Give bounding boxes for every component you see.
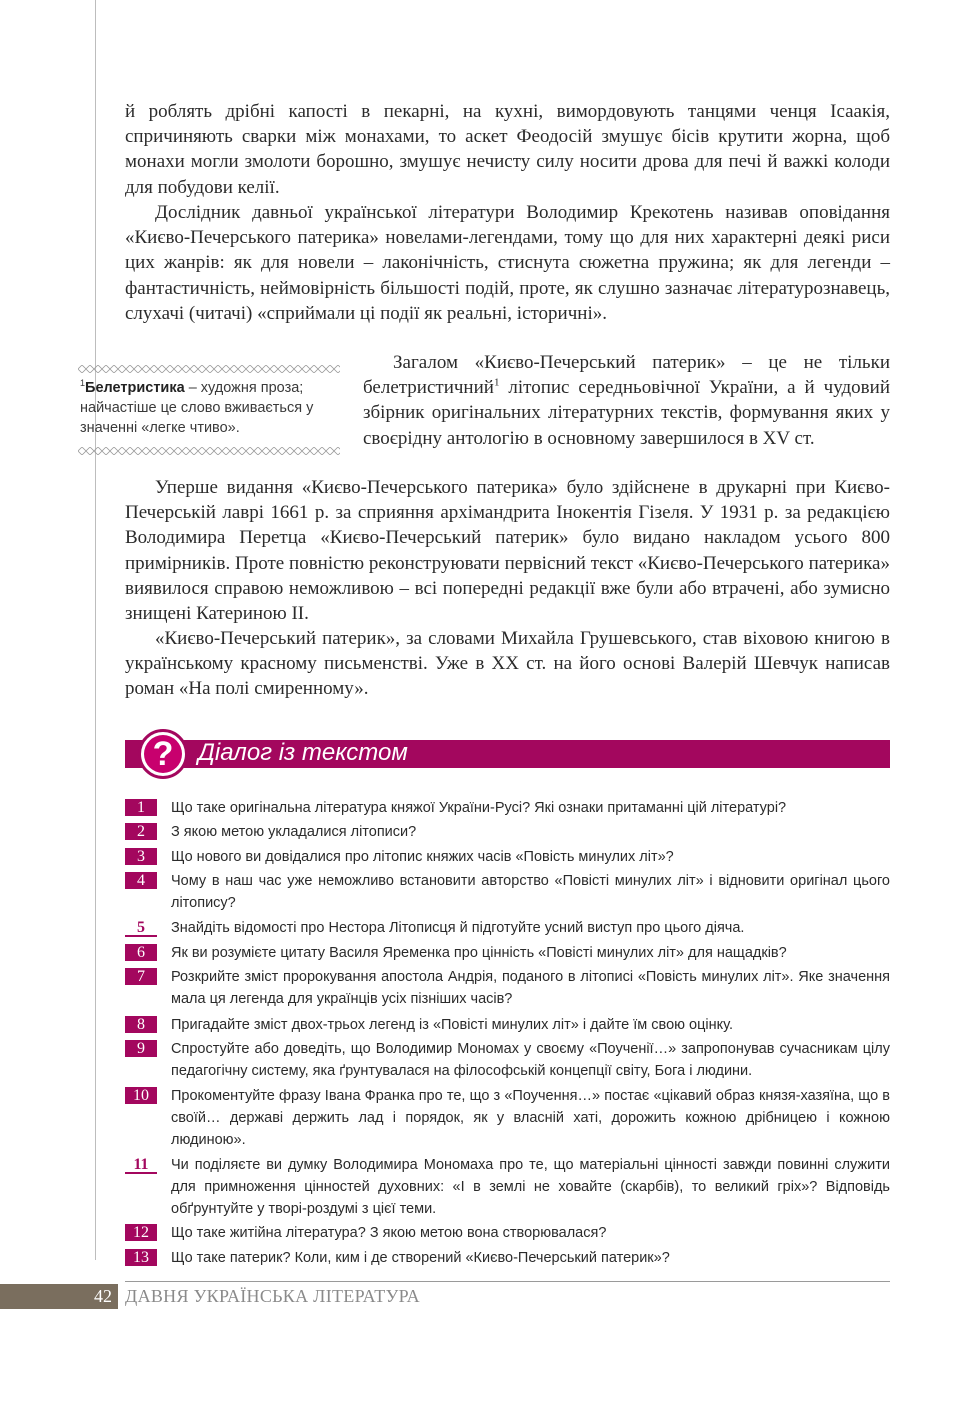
question-item (125, 1085, 890, 1151)
footnote-definition: – художня проза; найчастіше це слово вживається у значенні «легке чтиво». (80, 380, 314, 436)
paragraph-3 (363, 350, 890, 451)
paragraph-5: «Києво-Печерський патерик», за словами Михайла Грушевського, став віховою книгою в українському красному письменстві. Уже в XX ст. на його основі Валерій Шевчук написав роман «На полі смиренному». (125, 628, 890, 700)
question-number: 6 (125, 944, 157, 961)
footnote-bottom-border (78, 447, 340, 455)
question-text: Що таке житійна література? З якою метою вона створювалася? (171, 1225, 607, 1241)
footnote (80, 378, 340, 438)
question-number: 12 (125, 1224, 157, 1241)
question-number: 13 (125, 1249, 157, 1266)
question-mark-glyph: ? (144, 735, 182, 773)
question-mark-icon (138, 729, 188, 779)
question-number: 5 (125, 919, 157, 937)
question-item (125, 1222, 890, 1244)
footnote-ref: 1 (493, 376, 500, 389)
paragraph-1: й роблять дрібні капості в пекарні, на кухні, вимордовують танцями ченця Ісаакія, спричиняють сварки між монахами, то аскет Феодосій змушує бісів крутити жорна, щоб монахи могли змолоти борошно, змушує нечисту силу носити дрова для печі й важкі колоди для побудови келії. (125, 101, 890, 198)
question-number: 1 (125, 799, 157, 816)
paragraph-2: Дослідник давньої української літератури Володимир Крекотень називав оповідання «Києво-Печерського патерика» новелами-легендами, тому що для них характерні деякі риси цих жанрів: як для новели – лаконічність, стиснута сюжетна пружина; як для легенди – фантастичність, неймовірність більшості подій, проте, як слушно зазначає літературознавець, слухачі (читачі) «сприймали ці події як реальні, історичні». (125, 202, 890, 324)
question-number: 8 (125, 1016, 157, 1033)
question-text: Розкрийте зміст пророкування апостола Андрія, поданого в літописі «Повість минулих літ». Яке значення мала ця легенда для українців усіх пізніших часів? (171, 969, 890, 1007)
footnote-term: Белетристика (85, 380, 185, 396)
page-number: 42 (94, 1286, 112, 1306)
paragraph-3-part-1: Загалом «Києво-Печерський патерик» – це не тільки белетристичний (363, 352, 890, 399)
section-title: Діалог із текстом (198, 739, 408, 766)
question-item (125, 966, 890, 1010)
paragraph-3-part-2: літопис середньовічної України, а й чудовий збірник оригінальних літературних текстів, формування яких у своєрідну антологію в основному завершилося в XV ст. (363, 377, 890, 449)
question-item (125, 1014, 890, 1036)
question-number: 3 (125, 848, 157, 865)
paragraph-4: Уперше видання «Києво-Печерського патерика» було здійснене в друкарні при Києво-Печерській лаврі 1661 р. за сприяння архімандрита Інокентія Гізеля. У 1931 р. за редакцією Володимира Перетца «Києво-Печерський патерик» було видано накладом усього 800 примірників. Проте повністю реконструювати первісний текст «Києво-Печерського патерика» виявилося справою неможливою – всі попередні редакції вже були або втрачені, або зумисно знищені Катериною II. (125, 477, 890, 625)
question-text: Що таке оригінальна література княжої України-Русі? Які ознаки притаманні цій літературі? (171, 800, 787, 816)
running-head: ДАВНЯ УКРАЇНСЬКА ЛІТЕРАТУРА (125, 1286, 420, 1306)
question-item (125, 942, 890, 964)
question-number: 4 (125, 872, 157, 889)
question-number: 7 (125, 968, 157, 985)
question-item (125, 821, 890, 843)
question-text: Спростуйте або доведіть, що Володимир Мономах у своєму «Поученії…» запропонував сучасникам цілу педагогічну систему, яка ґрунтувалася на філософській концепції світу, Бога і людини. (171, 1041, 890, 1079)
question-text: Чи поділяєте ви думку Володимира Мономаха про те, що матеріальні цінності завжди повинні служити для примноження цінностей духовних: «І в землі не ховайте (скарбів), то великий гріх»? Відповідь обґрунтуйте у творі-роздумі з цієї теми. (171, 1157, 890, 1217)
question-text: Прокоментуйте фразу Івана Франка про те, що з «Поучення…» постає «цікавий образ князя-хазяїна, що в своїй… державі держить лад і порядок, як у власній хаті, дорожить кожною дрібницею і кожною людиною». (171, 1088, 890, 1148)
question-number: 11 (125, 1156, 157, 1174)
question-number: 10 (125, 1087, 157, 1104)
question-text: Пригадайте зміст двох-трьох легенд із «Повісті минулих літ» і дайте їм свою оцінку. (171, 1017, 733, 1033)
question-item (125, 1154, 890, 1220)
question-text: Знайдіть відомості про Нестора Літописця й підготуйте усний виступ про цього діяча. (171, 920, 745, 936)
page-number-box (0, 1284, 118, 1309)
question-text: Як ви розумієте цитату Василя Яременка про цінність «Повісті минулих літ» для нащадків? (171, 945, 787, 961)
footer-rule (125, 1281, 890, 1282)
question-number: 2 (125, 823, 157, 840)
question-text: Що нового ви довідалися про літопис княжих часів «Повість минулих літ»? (171, 849, 674, 865)
question-item (125, 846, 890, 868)
question-number: 9 (125, 1040, 157, 1057)
left-margin-rule (95, 0, 96, 1260)
question-item (125, 1038, 890, 1082)
question-text: Чому в наш час уже неможливо встановити авторство «Повісті минулих літ» і відновити оригінал цього літопису? (171, 873, 890, 911)
question-item (125, 797, 890, 819)
footnote-top-border (78, 365, 340, 373)
question-text: З якою метою укладалися літописи? (171, 824, 417, 840)
footnote-number: 1 (80, 378, 86, 389)
question-item (125, 917, 890, 939)
question-item (125, 1247, 890, 1269)
question-item (125, 870, 890, 914)
question-text: Що таке патерик? Коли, ким і де створений «Києво-Печерський патерик»? (171, 1250, 670, 1266)
